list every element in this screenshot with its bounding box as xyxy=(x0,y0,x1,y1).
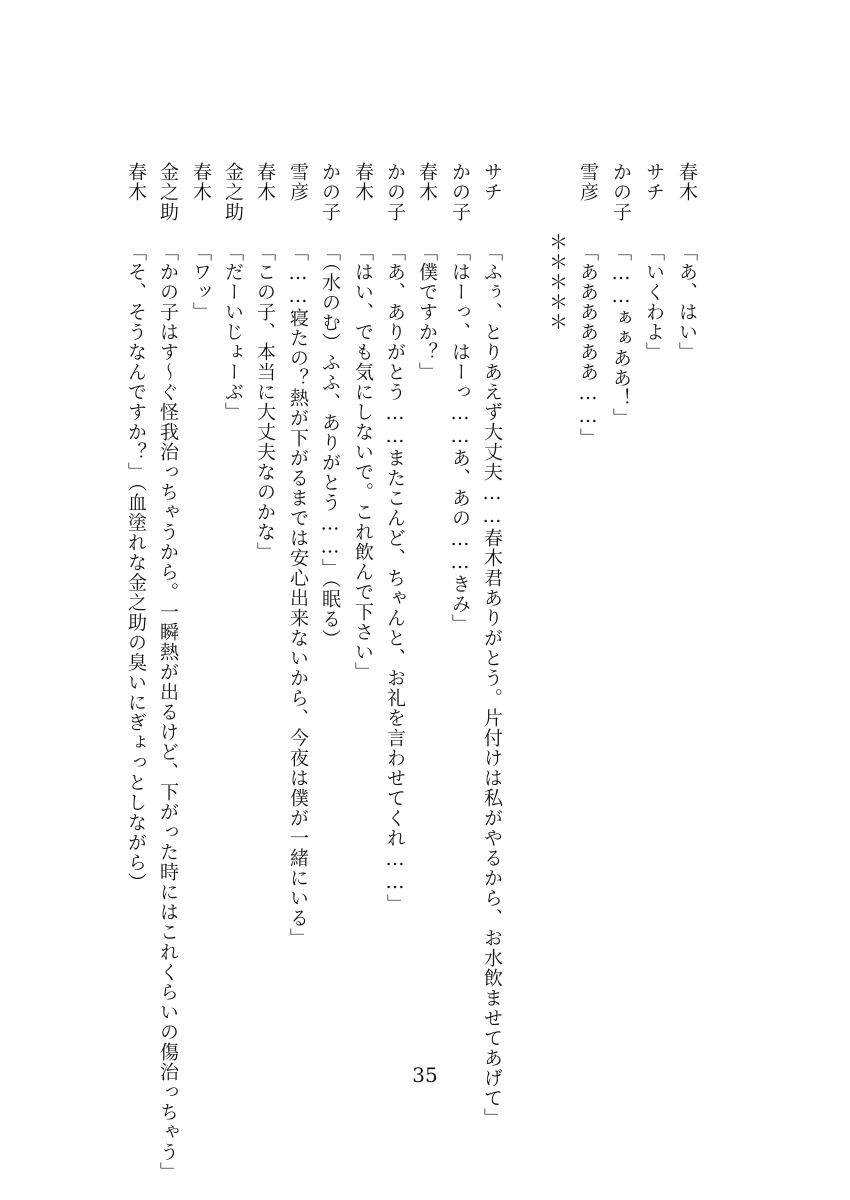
dialogue-line xyxy=(413,162,441,382)
dialogue-line xyxy=(446,162,474,634)
dialogue-text: 「そ、そうなんですか？」（血塗れな金之助の臭いにぎょっとしながら） xyxy=(125,242,147,893)
dialogue-text: 「かの子はす〜ぐ怪我治っちゃうから。一瞬熱が出るけど、下がった時にはこれくらいの傷治っちゃう」 xyxy=(157,242,179,1182)
dialogue-line xyxy=(640,162,668,362)
dialogue-line xyxy=(349,162,377,682)
dialogue-text: 「はーっ、はーっ……あ、あの……きみ」 xyxy=(449,242,471,634)
speaker-name: 金之助 xyxy=(222,162,244,222)
speaker-name: 雪彦 xyxy=(287,162,309,202)
dialogue-line xyxy=(673,162,701,362)
dialogue-text: 「ワッ」 xyxy=(190,242,212,322)
speaker-name: 金之助 xyxy=(157,162,179,222)
speaker-name: 春木 xyxy=(254,162,276,202)
dialogue-text: 「だーいじょーぶ」 xyxy=(222,242,244,422)
speaker-name: 春木 xyxy=(190,162,212,202)
dialogue-text: 「……ぁぁああ！」 xyxy=(610,242,632,428)
dialogue-text: 「この子、本当に大丈夫なのかな」 xyxy=(254,242,276,562)
speaker-name: 雪彦 xyxy=(577,162,599,202)
speaker-name: かの子 xyxy=(384,162,406,222)
dialogue-text: 「……寝たの？熱が下がるまでは安心出来ないから、今夜は僕が一緒にいる」 xyxy=(287,242,309,948)
speaker-name: 春木 xyxy=(352,162,374,202)
speaker-name: 春木 xyxy=(416,162,438,202)
dialogue-line xyxy=(316,162,344,649)
speaker-name: かの子 xyxy=(449,162,471,222)
dialogue-text: 「（水のむ）ふふ、ありがとう……」（眠る） xyxy=(319,242,341,649)
page-number: 35 xyxy=(412,1063,438,1087)
dialogue-line xyxy=(574,162,602,448)
section-separator: ＊＊＊＊＊ xyxy=(546,232,568,332)
dialogue-line xyxy=(154,162,182,1182)
speaker-name: かの子 xyxy=(319,162,341,222)
speaker-name: 春木 xyxy=(125,162,147,202)
dialogue-line xyxy=(381,162,409,914)
dialogue-line xyxy=(284,162,312,948)
speaker-name: かの子 xyxy=(610,162,632,222)
dialogue-line xyxy=(607,162,635,428)
dialogue-line xyxy=(219,162,247,422)
speaker-name: 春木 xyxy=(676,162,698,202)
speaker-name: サチ xyxy=(481,162,503,202)
dialogue-text: 「あ、はい」 xyxy=(676,242,698,362)
dialogue-text: 「ああああああ……」 xyxy=(577,242,599,448)
dialogue-line xyxy=(122,162,150,893)
dialogue-line xyxy=(478,162,506,1128)
dialogue-text: 「いくわよ」 xyxy=(643,242,665,362)
speaker-name: サチ xyxy=(643,162,665,202)
dialogue-line xyxy=(251,162,279,562)
dialogue-text: 「あ、ありがとう……またこんど、ちゃんと、お礼を言わせてくれ……」 xyxy=(384,242,406,914)
dialogue-line xyxy=(187,162,215,322)
dialogue-text: 「はい、でも気にしないで。これ飲んで下さい」 xyxy=(352,242,374,682)
dialogue-text: 「ふぅ、とりあえず大丈夫……春木君ありがとう。片付けは私がやるから、お水飲ませてあげて」 xyxy=(481,242,503,1128)
dialogue-text: 「僕ですか？」 xyxy=(416,242,438,382)
